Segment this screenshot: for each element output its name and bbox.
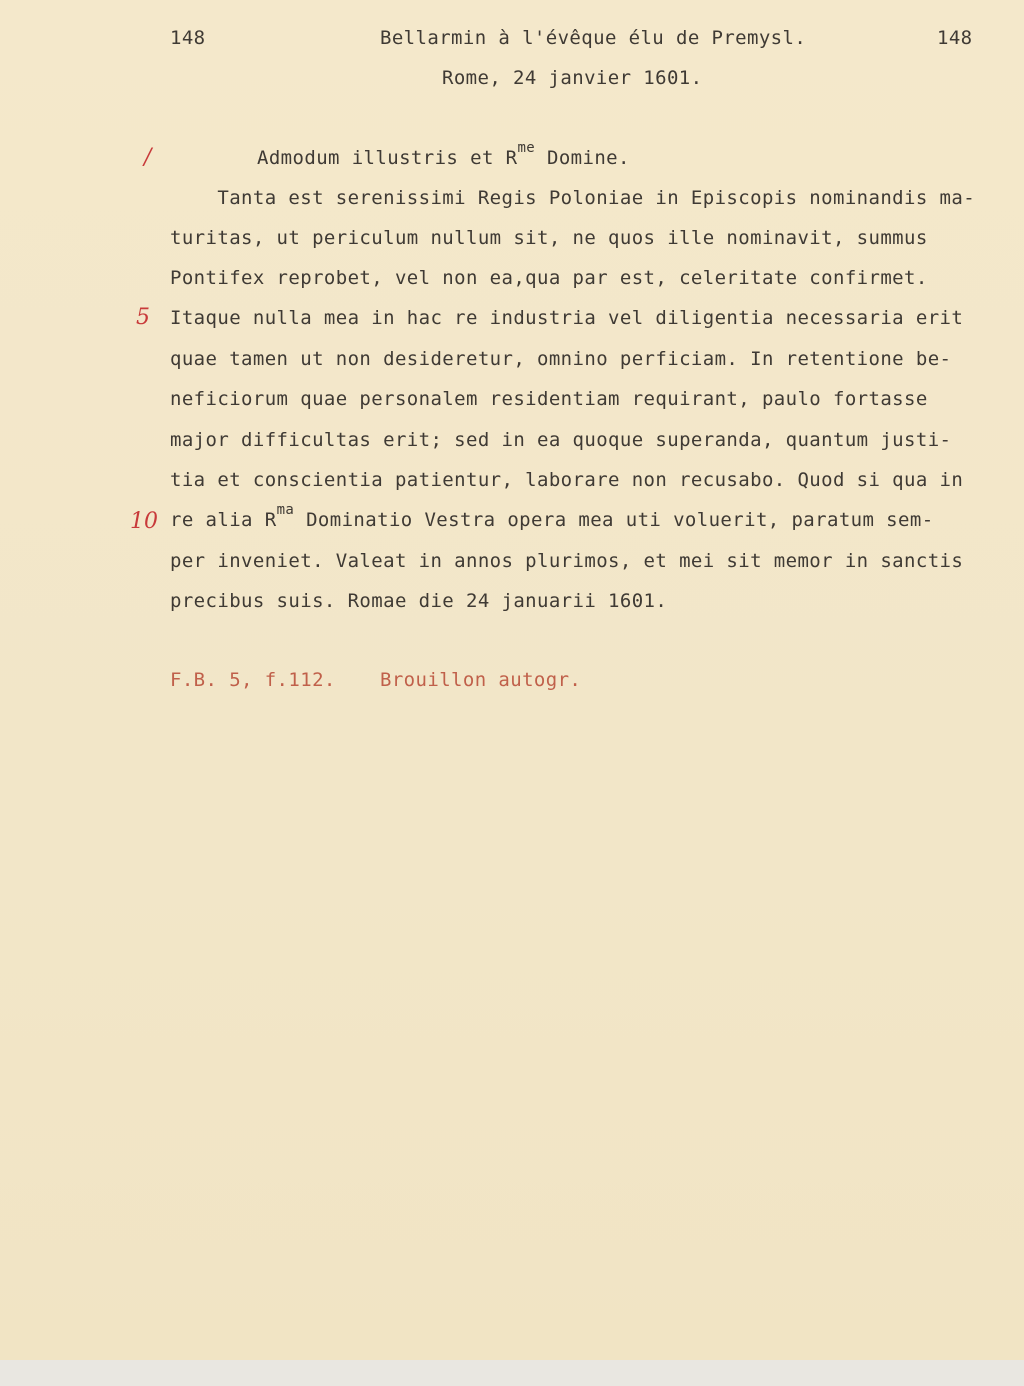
letter-line: neficiorum quae personalem residentiam requirant, paulo fortasse [170, 388, 928, 410]
line-marker-5: 5 [136, 305, 150, 330]
letter-line: per inveniet. Valeat in annos plurimos, et mei sit memor in sanctis [170, 550, 964, 572]
line-10-end: Dominatio Vestra opera mea uti voluerit, paratum sem- [294, 509, 934, 531]
letter-line: Pontifex reprobet, vel non ea,qua par est, celeritate confirmet. [170, 267, 928, 289]
letter-date: Rome, 24 janvier 1601. [442, 67, 703, 89]
line-marker-1: / [144, 145, 152, 170]
letter-line: Itaque nulla mea in hac re industria vel diligentia necessaria erit [170, 307, 964, 329]
salutation-text: Admodum illustris et R [257, 147, 518, 169]
letter-line: major difficultas erit; sed in ea quoque superanda, quantum justi- [170, 429, 952, 451]
scan-edge [0, 1360, 1024, 1386]
line-marker-10: 10 [130, 509, 158, 534]
letter-line: precibus suis. Romae die 24 januarii 1601. [170, 590, 668, 612]
salutation-end: Domine. [535, 147, 630, 169]
letter-line: turitas, ut periculum nullum sit, ne quos ille nominavit, summus [170, 227, 928, 249]
letter-line: quae tamen ut non desideretur, omnino perficiam. In retentione be- [170, 348, 952, 370]
letter-line: Tanta est serenissimi Regis Poloniae in Episcopis nominandis ma- [170, 187, 976, 209]
draft-note: Brouillon autogr. [380, 669, 582, 691]
page-number-right: 148 [937, 27, 973, 49]
letter-line: tia et conscientia patientur, laborare non recusabo. Quod si qua in [170, 469, 964, 491]
salutation [257, 140, 630, 170]
line-10-start: re alia R [170, 509, 277, 531]
salutation-superscript: me [517, 140, 536, 156]
line-10-superscript: ma [276, 502, 295, 518]
page-title: Bellarmin à l'évêque élu de Premysl. [380, 27, 807, 49]
letter-line-10 [170, 502, 934, 532]
page-number-left: 148 [170, 27, 206, 49]
archive-reference: F.B. 5, f.112. [170, 669, 336, 691]
